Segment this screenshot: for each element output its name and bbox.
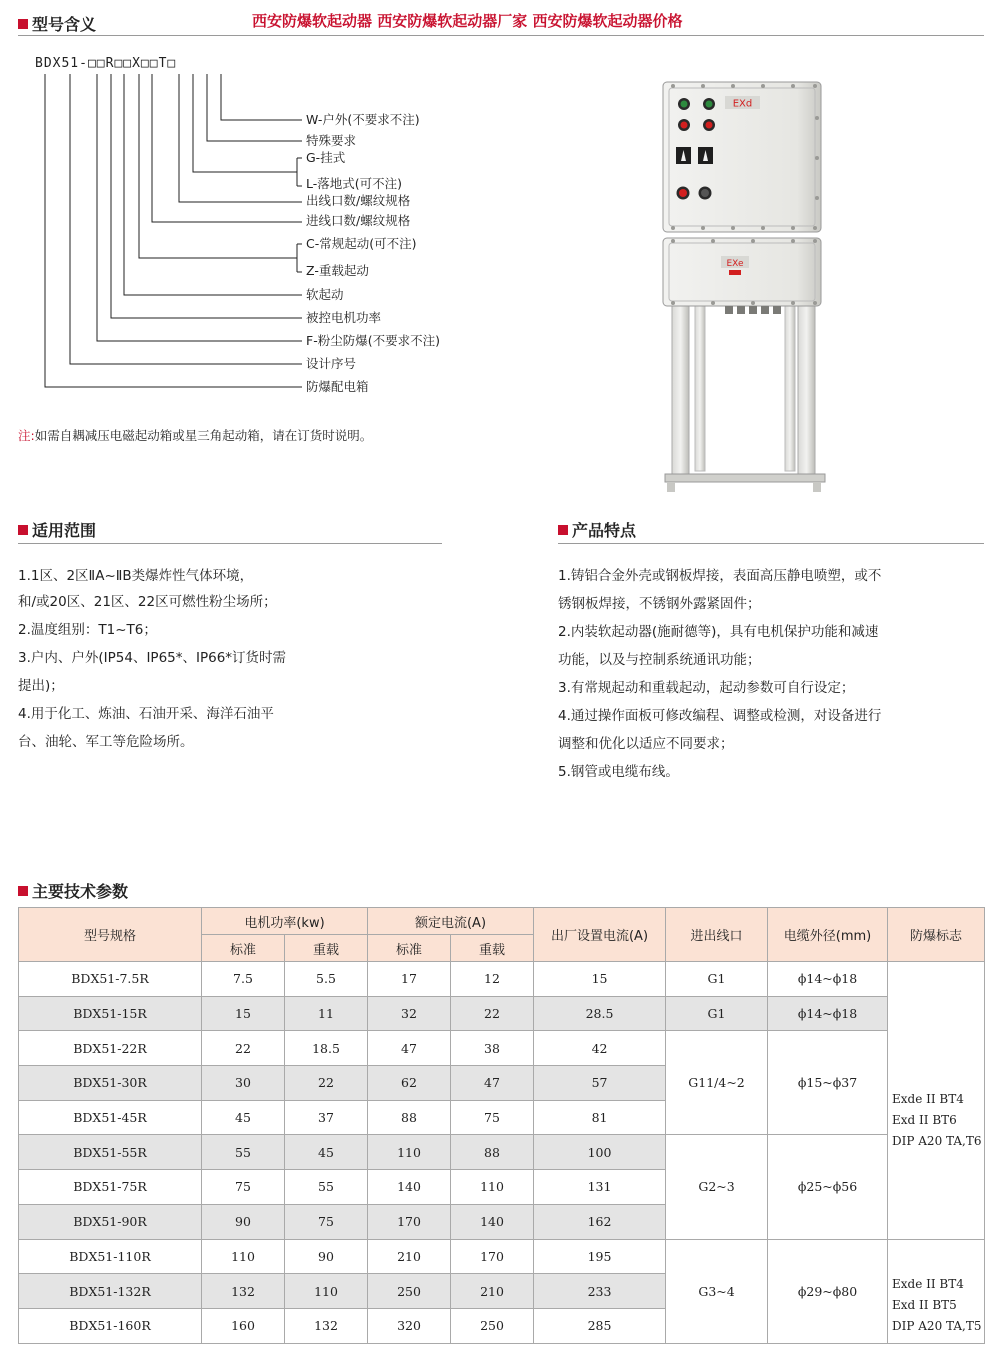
heading-marker-icon: [18, 525, 28, 535]
cell-power-heavy: 132: [285, 1308, 368, 1343]
cell-entry: G11/4~2: [666, 1031, 768, 1135]
cell-power-std: 55: [202, 1135, 285, 1170]
table-row: [19, 1135, 985, 1170]
col-header-current: 额定电流(A): [368, 908, 534, 935]
exd-label: EXd: [732, 98, 753, 110]
code-label: Z-重载起动: [306, 263, 369, 278]
divider: [18, 543, 442, 544]
cell-current-heavy: 170: [451, 1239, 534, 1274]
cell-factory: 81: [534, 1100, 666, 1135]
cell-model: BDX51-110R: [19, 1239, 202, 1274]
cell-cable: ϕ25~ϕ56: [768, 1135, 888, 1239]
page-banner: 西安防爆软起动器 西安防爆软起动器厂家 西安防爆软起动器价格: [252, 12, 683, 30]
cell-cable: ϕ14~ϕ18: [768, 962, 888, 997]
cell-power-heavy: 55: [285, 1170, 368, 1205]
exe-label: EXe: [726, 259, 744, 269]
cell-current-heavy: 140: [451, 1204, 534, 1239]
code-label: 被控电机功率: [306, 310, 382, 325]
col-header-power: 电机功率(kw): [202, 908, 368, 935]
code-label: G-挂式: [306, 150, 346, 165]
cell-power-heavy: 75: [285, 1204, 368, 1239]
cell-factory: 57: [534, 1066, 666, 1101]
cell-power-std: 30: [202, 1066, 285, 1101]
code-label: 软起动: [306, 287, 344, 302]
cell-model: BDX51-7.5R: [19, 962, 202, 997]
list-item: 调整和优化以适应不同要求；: [558, 736, 734, 752]
cell-current-std: 88: [368, 1100, 451, 1135]
cell-current-heavy: 250: [451, 1308, 534, 1343]
cell-cable: ϕ15~ϕ37: [768, 1031, 888, 1135]
code-label: 特殊要求: [306, 133, 357, 148]
cell-power-std: 15: [202, 996, 285, 1031]
section-title: 适用范围: [32, 521, 97, 540]
cell-model: BDX51-160R: [19, 1308, 202, 1343]
col-header-entry: 进出线口: [666, 908, 768, 962]
cell-factory: 131: [534, 1170, 666, 1205]
code-label: 设计序号: [306, 356, 357, 371]
table-row: [19, 1239, 985, 1274]
cell-power-heavy: 22: [285, 1066, 368, 1101]
cell-factory: 28.5: [534, 996, 666, 1031]
cell-current-std: 320: [368, 1308, 451, 1343]
cell-power-heavy: 11: [285, 996, 368, 1031]
cell-model: BDX51-22R: [19, 1031, 202, 1066]
scope-list: [18, 562, 286, 756]
features-list: [558, 562, 881, 786]
section-heading-scope: [18, 518, 96, 541]
cell-current-heavy: 110: [451, 1170, 534, 1205]
cell-power-std: 22: [202, 1031, 285, 1066]
code-label: 防爆配电箱: [306, 379, 369, 394]
list-item: 1.1区、2区ⅡA~ⅡB类爆炸性气体环境，: [18, 568, 254, 584]
code-label: 出线口数/螺纹规格: [306, 193, 411, 208]
code-label: L-落地式(可不注): [306, 176, 403, 191]
cell-current-heavy: 22: [451, 996, 534, 1031]
cell-power-std: 110: [202, 1239, 285, 1274]
cell-power-std: 132: [202, 1274, 285, 1309]
order-note: [18, 426, 372, 444]
list-item: 3.户内、户外(IP54、IP65*、IP66*订货时需: [18, 650, 287, 666]
cell-power-heavy: 5.5: [285, 962, 368, 997]
heading-marker-icon: [558, 525, 568, 535]
cell-current-std: 47: [368, 1031, 451, 1066]
cell-power-std: 45: [202, 1100, 285, 1135]
code-label: W-户外(不要求不注): [306, 112, 420, 127]
cell-factory: 100: [534, 1135, 666, 1170]
col-header-mark: 防爆标志: [888, 908, 985, 962]
mark-line: Exde II BT4: [892, 1091, 964, 1106]
cell-model: BDX51-55R: [19, 1135, 202, 1170]
table-row: [19, 996, 985, 1031]
cell-current-heavy: 38: [451, 1031, 534, 1066]
mark-line: DIP A20 TA,T5: [892, 1318, 982, 1333]
cell-model: BDX51-15R: [19, 996, 202, 1031]
section-heading-features: [558, 518, 636, 541]
cell-power-heavy: 110: [285, 1274, 368, 1309]
cell-entry: G1: [666, 962, 768, 997]
cell-model: BDX51-30R: [19, 1066, 202, 1101]
list-item: 4.用于化工、炼油、石油开采、海洋石油平: [18, 706, 274, 722]
cell-entry: G2~3: [666, 1135, 768, 1239]
list-item: 2.温度组别：T1~T6；: [18, 622, 157, 638]
divider: [558, 543, 984, 544]
cell-power-heavy: 90: [285, 1239, 368, 1274]
list-item: 功能，以及与控制系统通讯功能；: [558, 652, 761, 668]
cell-explosion-mark: [888, 1239, 985, 1343]
mark-line: Exd II BT6: [892, 1112, 957, 1127]
cell-factory: 42: [534, 1031, 666, 1066]
cell-explosion-mark: [888, 962, 985, 1240]
section-heading-params: [18, 879, 128, 902]
cell-power-std: 7.5: [202, 962, 285, 997]
list-item: 4.通过操作面板可修改编程、调整或检测，对设备进行: [558, 708, 882, 724]
model-code: BDX51-□□R□□X□□T□: [35, 56, 177, 71]
col-header-power-heavy: 重载: [285, 935, 368, 962]
col-header-power-std: 标准: [202, 935, 285, 962]
cell-model: BDX51-90R: [19, 1204, 202, 1239]
cell-cable: ϕ29~ϕ80: [768, 1239, 888, 1343]
col-header-model: 型号规格: [19, 908, 202, 962]
code-label: C-常规起动(可不注): [306, 236, 417, 251]
list-item: 5.钢管或电缆布线。: [558, 764, 679, 780]
list-item: 台、油轮、军工等危险场所。: [18, 734, 194, 750]
cell-power-heavy: 37: [285, 1100, 368, 1135]
cell-current-std: 110: [368, 1135, 451, 1170]
product-image: [655, 78, 833, 498]
cell-model: BDX51-45R: [19, 1100, 202, 1135]
cell-current-std: 17: [368, 962, 451, 997]
cell-current-heavy: 47: [451, 1066, 534, 1101]
cell-current-heavy: 88: [451, 1135, 534, 1170]
cell-current-heavy: 75: [451, 1100, 534, 1135]
cell-current-std: 210: [368, 1239, 451, 1274]
cell-factory: 15: [534, 962, 666, 997]
col-header-factory: 出厂设置电流(A): [534, 908, 666, 962]
cell-current-std: 62: [368, 1066, 451, 1101]
cell-model: BDX51-75R: [19, 1170, 202, 1205]
list-item: 提出)；: [18, 678, 64, 694]
heading-marker-icon: [18, 886, 28, 896]
col-header-cable: 电缆外径(mm): [768, 908, 888, 962]
cell-current-std: 140: [368, 1170, 451, 1205]
code-label: F-粉尘防爆(不要求不注): [306, 333, 440, 348]
table-row: [19, 1031, 985, 1066]
list-item: 锈钢板焊接，不锈钢外露紧固件；: [558, 596, 761, 612]
cell-power-std: 90: [202, 1204, 285, 1239]
cell-power-std: 75: [202, 1170, 285, 1205]
cell-entry: G3~4: [666, 1239, 768, 1343]
cell-factory: 285: [534, 1308, 666, 1343]
mark-line: Exde II BT4: [892, 1276, 964, 1291]
cell-current-std: 32: [368, 996, 451, 1031]
cell-factory: 162: [534, 1204, 666, 1239]
list-item: 1.铸铝合金外壳或钢板焊接，表面高压静电喷塑，或不: [558, 568, 882, 584]
col-header-current-heavy: 重载: [451, 935, 534, 962]
cell-power-heavy: 45: [285, 1135, 368, 1170]
cell-power-heavy: 18.5: [285, 1031, 368, 1066]
cell-current-std: 170: [368, 1204, 451, 1239]
cell-power-std: 160: [202, 1308, 285, 1343]
cell-current-heavy: 12: [451, 962, 534, 997]
cell-model: BDX51-132R: [19, 1274, 202, 1309]
section-title: 主要技术参数: [32, 882, 129, 901]
section-title: 产品特点: [572, 521, 637, 540]
list-item: 2.内装软起动器(施耐德等)，具有电机保护功能和减速: [558, 624, 879, 640]
note-text: 如需自耦减压电磁起动箱或星三角起动箱，请在订货时说明。: [34, 428, 373, 443]
list-item: 3.有常规起动和重载起动，起动参数可自行设定；: [558, 680, 855, 696]
cell-current-heavy: 210: [451, 1274, 534, 1309]
cell-cable: ϕ14~ϕ18: [768, 996, 888, 1031]
model-code-diagram: [0, 0, 320, 400]
spec-table: [18, 907, 985, 1344]
cell-entry: G1: [666, 996, 768, 1031]
mark-line: Exd II BT5: [892, 1297, 957, 1312]
mark-line: DIP A20 TA,T6: [892, 1133, 982, 1148]
col-header-current-std: 标准: [368, 935, 451, 962]
note-prefix: 注:: [18, 428, 35, 443]
list-item: 和/或20区、21区、22区可燃性粉尘场所；: [18, 594, 277, 610]
table-row: [19, 962, 985, 997]
cell-current-std: 250: [368, 1274, 451, 1309]
code-label: 进线口数/螺纹规格: [306, 213, 411, 228]
cell-factory: 195: [534, 1239, 666, 1274]
cell-factory: 233: [534, 1274, 666, 1309]
section-title: 型号含义: [32, 15, 97, 34]
